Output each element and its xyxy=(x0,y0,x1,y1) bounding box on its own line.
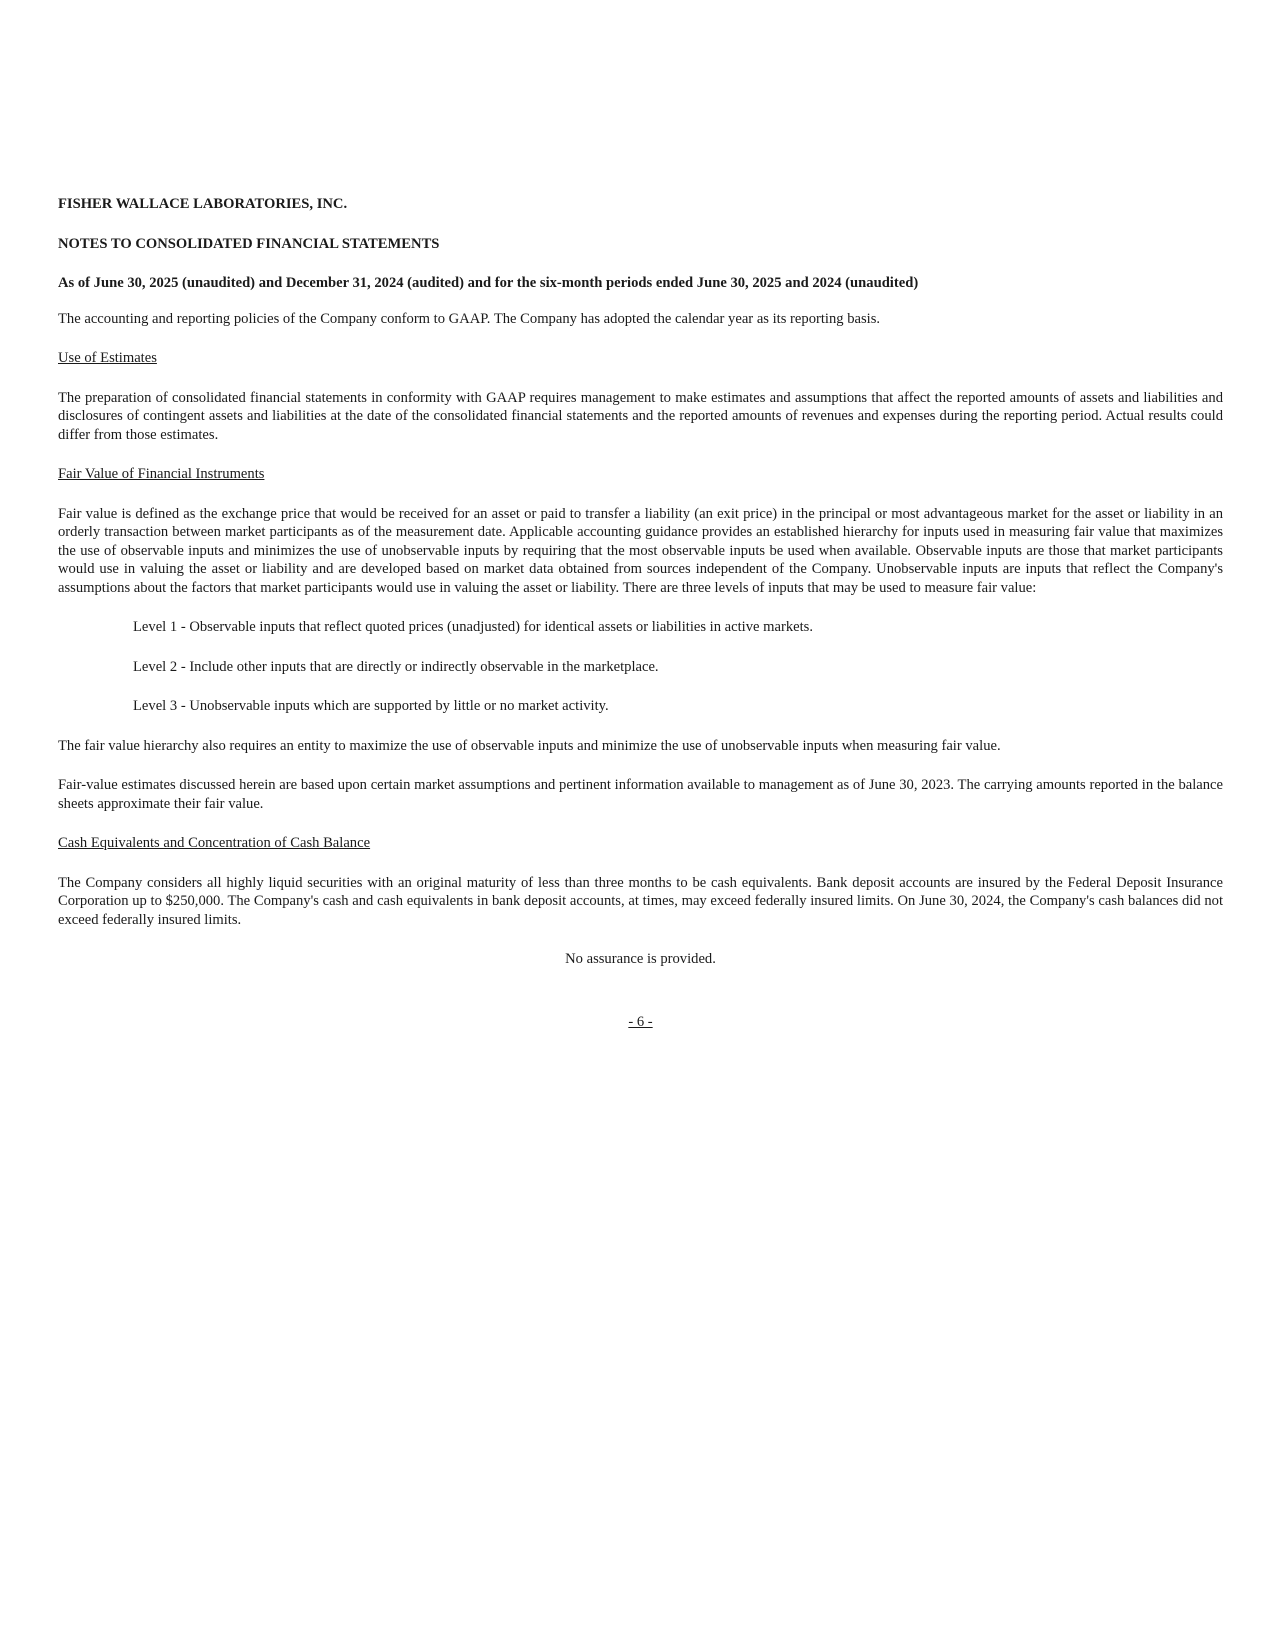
fair-value-paragraph: Fair value is defined as the exchange price that would be received for an asset or paid to transfer a liability (an exit price) in the principal or most advantageous market for the asset or liability in an orderly transaction between market participants as of the measurement date. Applicable accounting guidance provides an established hierarchy for inputs used in measuring fair value that maximizes the use of observable inputs and minimizes the use of unobservable inputs by requiring that the most observable inputs be used when available. Observable inputs are those that market participants would use in valuing the asset or liability and are developed based on market data obtained from sources independent of the Company. Unobservable inputs are inputs that reflect the Company's assumptions about the factors that market participants would use in valuing the asset or liability. There are three levels of inputs that may be used to measure fair value: xyxy=(58,505,1223,596)
level-1-item: Level 1 - Observable inputs that reflect quoted prices (unadjusted) for identical assets or liabilities in active markets. xyxy=(133,619,814,635)
hierarchy-paragraph: The fair value hierarchy also requires an entity to maximize the use of observable inputs and minimize the use of unobservable inputs when measuring fair value. xyxy=(58,737,1001,754)
estimates-paragraph: The preparation of consolidated financial statements in conformity with GAAP requires management to make estimates and assumptions that affect the reported amounts of assets and liabilities and disclosures of contingent assets and liabilities at the date of the consolidated financial statements and the reported amounts of revenues and expenses during the reporting period. Actual results could differ from those estimates. xyxy=(58,389,1223,443)
cash-paragraph: The Company considers all highly liquid securities with an original maturity of less than three months to be cash equivalents. Bank deposit accounts are insured by the Federal Deposit Insurance Corporation up to $250,000. The Company's cash and cash equivalents in bank deposit accounts, at times, may exceed federally insured limits. On June 30, 2024, the Company's cash balances did not exceed federally insured limits. xyxy=(58,874,1223,928)
page-number: - 6 - xyxy=(628,1013,653,1030)
section-heading-estimates: Use of Estimates xyxy=(58,350,157,366)
reporting-period: As of June 30, 2025 (unaudited) and December 31, 2024 (audited) and for the six-month periods ended June 30, 2025 and 2024 (unaudited) xyxy=(58,275,919,291)
document-title: NOTES TO CONSOLIDATED FINANCIAL STATEMENTS xyxy=(58,235,440,252)
section-heading-cash: Cash Equivalents and Concentration of Cash Balance xyxy=(58,835,371,851)
company-name: FISHER WALLACE LABORATORIES, INC. xyxy=(58,196,348,212)
assurance-note: No assurance is provided. xyxy=(565,951,716,967)
intro-paragraph: The accounting and reporting policies of the Company conform to GAAP. The Company has adopted the calendar year as its reporting basis. xyxy=(58,310,881,327)
section-heading-fair-value: Fair Value of Financial Instruments xyxy=(58,466,265,482)
document-page xyxy=(58,195,1223,1031)
level-2-item: Level 2 - Include other inputs that are directly or indirectly observable in the marketplace. xyxy=(133,658,659,675)
level-3-item: Level 3 - Unobservable inputs which are supported by little or no market activity. xyxy=(133,698,609,714)
fair-value-estimates-paragraph: Fair-value estimates discussed herein are based upon certain market assumptions and pertinent information available to management as of June 30, 2023. The carrying amounts reported in the balance sheets approximate their fair value. xyxy=(58,777,1223,812)
